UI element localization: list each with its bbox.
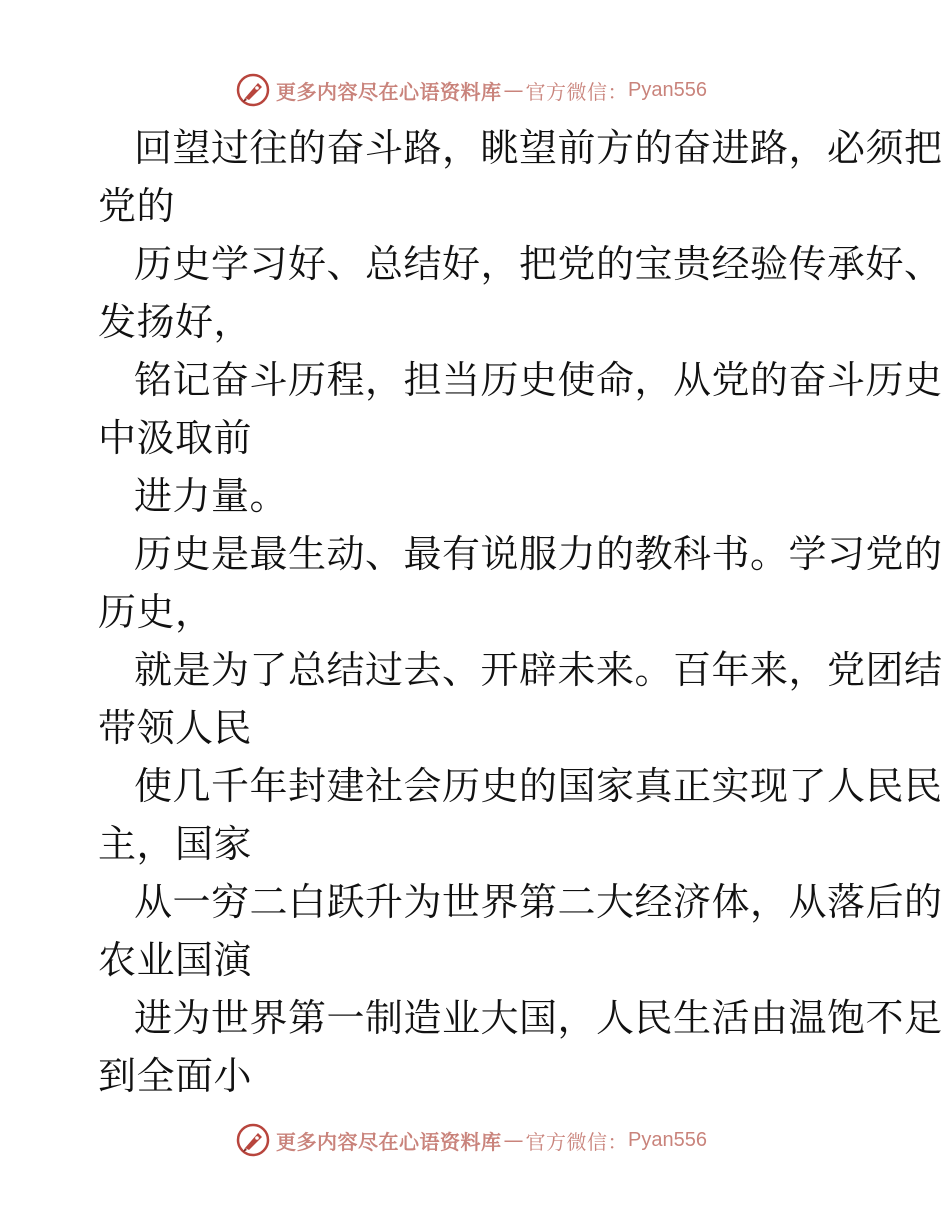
footer-watermark (0, 1118, 950, 1162)
banner-wechat-id: Pyan556 (628, 78, 707, 101)
banner-wechat-label: 官方微信： (525, 79, 628, 104)
paragraph-line: 铭记奋斗历程，担当历史使命，从党的奋斗历史 (134, 358, 943, 402)
paragraph-line: 带领人民 (98, 706, 253, 750)
banner-dash: — (503, 1128, 524, 1152)
paragraph-line: 进为世界第一制造业大国，人民生活由温饱不足 (134, 996, 943, 1040)
paragraph-line: 历史是最生动、最有说服力的教科书。学习党的 (134, 532, 943, 576)
paragraph-line: 使几千年封建社会历史的国家真正实现了人民民 (134, 764, 943, 808)
pen-logo-icon (236, 1123, 270, 1157)
banner-main-text: 更多内容尽在心语资料库 (276, 1129, 502, 1154)
banner-main-text: 更多内容尽在心语资料库 (276, 79, 502, 104)
paragraph-line: 进力量。 (134, 474, 289, 518)
paragraph-line: 历史， (98, 590, 214, 634)
banner-dash: — (503, 78, 524, 102)
paragraph-line: 中汲取前 (98, 416, 253, 460)
pen-logo-icon (236, 73, 270, 107)
banner-wechat-id: Pyan556 (628, 1128, 707, 1151)
paragraph-line: 从一穷二白跃升为世界第二大经济体，从落后的 (134, 880, 943, 924)
header-watermark (0, 68, 950, 112)
paragraph-line: 农业国演 (98, 938, 253, 982)
paragraph-line: 回望过往的奋斗路，眺望前方的奋进路，必须把 (134, 126, 943, 170)
paragraph-line: 历史学习好、总结好，把党的宝贵经验传承好、 (134, 242, 943, 286)
banner-wechat-label: 官方微信： (525, 1129, 628, 1154)
paragraph-line: 党的 (98, 184, 176, 228)
paragraph-line: 发扬好， (98, 300, 253, 344)
paragraph-line: 到全面小 (98, 1054, 253, 1098)
paragraph-line: 主，国家 (98, 822, 253, 866)
paragraph-line: 就是为了总结过去、开辟未来。百年来，党团结 (134, 648, 943, 692)
